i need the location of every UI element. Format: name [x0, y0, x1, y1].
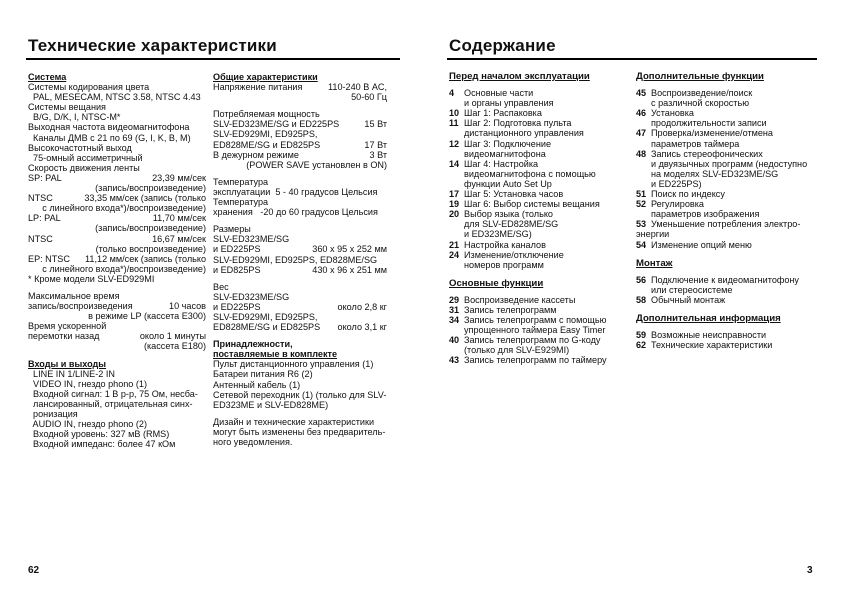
toc-item-line: и двуязычных программ (недоступно: [651, 158, 808, 169]
spec-row: [213, 119, 387, 129]
toc-item-text: [464, 159, 629, 189]
toc-item-text: [651, 128, 818, 148]
spec-row: [213, 92, 387, 102]
toc-item[interactable]: [449, 199, 629, 209]
footnote: * Кроме модели SLV-ED929MI: [28, 273, 155, 284]
toc-item-line: Воспроизведение/поиск: [651, 88, 753, 99]
toc-item[interactable]: [449, 355, 629, 365]
toc-item-line: параметров изображения: [651, 209, 760, 220]
toc-item[interactable]: [449, 139, 629, 159]
toc-item-text: [464, 108, 629, 118]
toc-page-number: 46: [636, 108, 647, 119]
toc-item[interactable]: [636, 128, 818, 148]
text-line: ного уведомления.: [213, 437, 293, 447]
spec-label: EP: NTSC: [28, 253, 70, 264]
toc-item-line: упрощенного таймера Easy Timer: [464, 325, 606, 336]
text-line: PAL, MESECAM, NTSC 3.58, NTSC 4.43: [28, 92, 201, 103]
spec-value: около 1 минуты: [139, 331, 206, 342]
toc-item[interactable]: [449, 335, 629, 355]
toc-item[interactable]: [449, 88, 629, 108]
spec-row: [213, 292, 387, 302]
toc-item-text: [651, 199, 818, 219]
text-line: Входной сигнал: 1 В р-р, 75 Ом, несба-: [28, 388, 198, 399]
toc-item-line: Изменение опций меню: [651, 239, 752, 250]
note-lines: [213, 417, 387, 447]
spec-label: NTSC: [28, 233, 53, 244]
toc-item[interactable]: [449, 159, 629, 189]
accessories-lines: [213, 359, 387, 409]
toc-item-line: Запись стереофонических: [651, 148, 763, 159]
text-line: Скорость движения ленты: [28, 162, 140, 173]
toc-page-number: 24: [449, 249, 460, 260]
toc-item-line: Запись телепрограмм по таймеру: [464, 355, 607, 366]
toc-page-number: 34: [449, 315, 460, 326]
spec-label: и ED825PS: [213, 264, 261, 275]
right-page: [421, 0, 842, 595]
spec-row: [28, 244, 206, 254]
toc-item[interactable]: [636, 340, 818, 350]
toc-item-line: параметров таймера: [651, 138, 740, 149]
spec-row: [213, 255, 387, 265]
spec-value: около 3,1 кг: [337, 322, 387, 333]
consumption-rows: [213, 109, 387, 170]
text-line: 75-омный ассиметричный: [28, 152, 143, 163]
system-lines: [28, 82, 206, 173]
text-line: AUDIO IN, гнездо phono (2): [28, 419, 148, 430]
temperature-lines: [213, 177, 387, 217]
spec-value: 110-240 В AC,: [328, 82, 387, 93]
spec-label: Вес: [213, 281, 229, 292]
toc-section-heading[interactable]: Основные функции: [449, 277, 544, 289]
text-line: эксплуатации 5 - 40 градусов Цельсия: [213, 186, 378, 197]
accessories-heading-1: Принадлежности,: [213, 339, 293, 350]
spec-row: [28, 213, 206, 223]
accessories-heading-2: поставляемые в комплекте: [213, 349, 338, 360]
text-line: лансированный, отрицательная синх-: [28, 398, 193, 409]
text-line: Пульт дистанционного управления (1): [213, 359, 374, 370]
spec-row: [213, 129, 387, 139]
text-line: LINE IN 1/LINE-2 IN: [28, 368, 115, 379]
toc-item-line: продолжительности записи: [651, 118, 767, 129]
toc-item[interactable]: [449, 315, 629, 335]
spec-label: Потребляемая мощность: [213, 109, 320, 120]
time-rows: [28, 291, 206, 352]
spec-row: [28, 301, 206, 311]
specs-column-1: [28, 72, 206, 449]
toc-item-text: [464, 315, 629, 335]
spec-label: LP: PAL: [28, 213, 61, 224]
toc-item[interactable]: [636, 189, 818, 199]
spec-value: 11,12 мм/сек (запись (только: [85, 253, 206, 264]
spec-row: [213, 265, 387, 275]
toc-item-line: Основные части: [464, 88, 534, 99]
spec-label: NTSC: [28, 193, 53, 204]
specs-column-2: [213, 72, 387, 447]
toc-item[interactable]: [636, 330, 818, 340]
toc-page-number: 21: [449, 239, 460, 250]
spec-label: Время ускоренной: [28, 321, 107, 332]
toc-item[interactable]: [636, 219, 818, 229]
toc-item-line: Шаг 2: Подготовка пульта: [464, 118, 572, 129]
toc-page-number: 40: [449, 335, 460, 346]
toc-item[interactable]: [636, 295, 818, 305]
toc-item-line: Шаг 4: Настройка: [464, 158, 539, 169]
spec-value: 17 Вт: [364, 139, 387, 150]
toc-item-line: Настройка каналов: [464, 239, 546, 250]
toc-page-number: 54: [636, 239, 647, 250]
toc-section-heading[interactable]: Перед началом эксплуатации: [449, 71, 590, 82]
text-line: Антенный кабель (1): [213, 379, 301, 390]
spec-row: [213, 160, 387, 170]
toc-item[interactable]: [449, 295, 629, 305]
spec-value: в режиме LP (кассета E300): [88, 311, 206, 322]
spec-value: (кассета E180): [143, 341, 206, 352]
spec-label: ED828ME/SG и ED825PS: [213, 139, 321, 150]
spec-row: [28, 193, 206, 203]
toc-page-number: 14: [449, 158, 460, 169]
spec-value: 10 часов: [169, 301, 206, 312]
spec-row: [213, 140, 387, 150]
toc-page-number: 19: [449, 199, 460, 210]
toc-page-number: 17: [449, 189, 460, 200]
toc-item-line: или стереосистеме: [651, 284, 733, 295]
text-line: хранения -20 до 60 градусов Цельсия: [213, 207, 378, 218]
spec-label: SLV-ED929MI, ED925PS,: [213, 129, 318, 140]
text-line: B/G, D/K, I, NTSC-M*: [28, 112, 121, 123]
toc-item-line: Шаг 3: Подключение: [464, 138, 552, 149]
toc-item-line: Уменьшение потребления электро-: [651, 219, 801, 230]
toc-item[interactable]: [449, 240, 629, 250]
toc-item[interactable]: [449, 118, 629, 138]
page-number-left: 62: [28, 565, 40, 576]
toc-item-line: и органы управления: [464, 98, 554, 109]
spec-row: [213, 224, 387, 234]
spec-value: 11,70 мм/сек: [152, 213, 206, 224]
spec-row: [213, 312, 387, 322]
toc-item[interactable]: [449, 189, 629, 199]
spec-label: SLV-ED323ME/SG и ED225PS: [213, 119, 340, 130]
spec-row: [28, 234, 206, 244]
spec-label: Напряжение питания: [213, 82, 303, 93]
spec-row: [213, 282, 387, 292]
toc-item-text: [651, 295, 818, 305]
toc-page-number: 45: [636, 88, 647, 99]
text-line: могут быть изменены без предваритель-: [213, 426, 386, 437]
toc-item[interactable]: [636, 149, 818, 189]
toc-item-line: Возможные неисправности: [651, 330, 767, 341]
toc-item-line: видеомагнитофона с помощью: [464, 168, 596, 179]
spec-row: [213, 244, 387, 254]
text-line: Сетевой переходник (1) (только для SLV-: [213, 389, 387, 400]
spec-value: (запись/воспроизведение): [95, 183, 206, 194]
spec-value: 23,39 мм/сек: [152, 172, 206, 183]
toc-item-line: Технические характеристики: [651, 340, 773, 351]
spec-label: и ED225PS: [213, 244, 261, 255]
weight-rows: [213, 282, 387, 332]
toc-page-number: 56: [636, 274, 647, 285]
spec-value: 360 x 95 x 252 мм: [312, 244, 387, 255]
spec-label: SLV-ED323ME/SG: [213, 234, 290, 245]
page-title-contents: Содержание: [449, 36, 556, 55]
toc-item[interactable]: [636, 88, 818, 108]
toc-item-line: Поиск по индексу: [651, 189, 725, 200]
toc-page-number: 62: [636, 340, 647, 351]
toc-item-line: Запись телепрограмм с помощью: [464, 315, 607, 326]
toc-column-2: [636, 72, 818, 350]
toc-item-line: видеомагнитофона: [464, 148, 546, 159]
spec-row: [28, 183, 206, 193]
toc-item-line: Обычный монтаж: [651, 294, 726, 305]
spec-label: и ED225PS: [213, 301, 261, 312]
toc-item-text: [464, 199, 629, 209]
text-line: Дизайн и технические характеристики: [213, 416, 375, 427]
general-heading: Общие характеристики: [213, 72, 318, 82]
spec-row: [28, 321, 206, 331]
toc-item-line: Проверка/изменение/отмена: [651, 128, 773, 139]
toc-page-number: 4: [449, 88, 455, 99]
spec-row: [213, 82, 387, 92]
toc-item[interactable]: [449, 250, 629, 270]
size-rows: [213, 224, 387, 274]
text-line: Температура: [213, 176, 269, 187]
text-line: Высокочастотный выход: [28, 142, 132, 153]
toc-item-text: [651, 88, 818, 108]
speed-rows: [28, 173, 206, 274]
spec-row: [213, 234, 387, 244]
toc-page-number: 59: [636, 330, 647, 341]
spec-row: [28, 311, 206, 321]
toc-item-text: [651, 330, 818, 340]
toc-page-number: 52: [636, 199, 647, 210]
spec-row: [28, 291, 206, 301]
toc-page-number: 53: [636, 219, 647, 230]
toc-page-number: 51: [636, 189, 647, 200]
toc-item-text: [464, 355, 629, 365]
toc-page-number: 43: [449, 355, 460, 366]
toc-section-heading[interactable]: Дополнительная информация: [636, 312, 781, 324]
spec-row: [213, 322, 387, 332]
toc-item-line: Установка: [651, 108, 694, 119]
toc-page-number: 10: [449, 108, 460, 119]
text-line: Входной импеданс: более 47 кОм: [28, 439, 176, 450]
toc-item-text: [464, 139, 629, 159]
toc-item-line: Регулировка: [651, 199, 704, 210]
toc-item-text: [464, 209, 629, 239]
spec-label: запись/воспроизведения: [28, 301, 133, 312]
toc-item-line: для SLV-ED828ME/SG: [464, 219, 559, 230]
spec-value: 50-60 Гц: [351, 92, 387, 103]
toc-page-number: 58: [636, 294, 647, 305]
toc-page-number: 29: [449, 294, 460, 305]
text-line: Батареи питания R6 (2): [213, 369, 313, 380]
toc-item[interactable]: [636, 108, 818, 128]
spec-label: SLV-ED929MI, ED925PS, ED828ME/SG: [213, 254, 378, 265]
text-line: Входной уровень: 327 мВ (RMS): [28, 429, 170, 440]
toc-item-line: Изменение/отключение: [464, 249, 564, 260]
toc-item[interactable]: [636, 240, 818, 250]
spec-row: [28, 254, 206, 264]
toc-item-text: [651, 275, 818, 295]
toc-item-text: [464, 88, 629, 108]
spec-row: [28, 173, 206, 183]
toc-item-text: [464, 335, 629, 355]
text-line: Каналы ДМВ с 21 по 69 (G, I, K, B, M): [28, 132, 191, 143]
spec-value: около 2,8 кг: [337, 301, 387, 312]
io-heading: Входы и выходы: [28, 358, 107, 369]
toc-page-number: 20: [449, 209, 460, 220]
toc-item[interactable]: [636, 199, 818, 219]
spec-row: [28, 223, 206, 233]
toc-section-heading[interactable]: Монтаж: [636, 257, 673, 269]
toc-item-text: [464, 189, 629, 199]
toc-item-text: [651, 189, 818, 199]
toc-item-line: Шаг 5: Установка часов: [464, 189, 564, 200]
toc-item-text: [651, 219, 818, 229]
system-heading: Система: [28, 72, 67, 82]
spec-value: с линейного входа*)/воспроизведение): [42, 203, 206, 214]
toc-item-continuation: энергии: [636, 229, 670, 240]
toc-item-line: и ED323ME/SG): [464, 229, 532, 240]
toc-item-line: дистанционного управления: [464, 128, 584, 139]
spec-label: перемотки назад: [28, 331, 100, 342]
page-title-specs: Технические характеристики: [28, 36, 277, 55]
toc-item-line: Запись телепрограмм: [464, 304, 557, 315]
spec-value: 16,67 мм/сек: [152, 233, 206, 244]
toc-item-text: [464, 118, 629, 138]
toc-item-text: [464, 295, 629, 305]
spec-value: (запись/воспроизведение): [95, 223, 206, 234]
toc-item[interactable]: [449, 305, 629, 315]
toc-item-text: [464, 305, 629, 315]
spec-value: 15 Вт: [364, 119, 387, 130]
toc-item[interactable]: [636, 275, 818, 295]
spec-row: [28, 331, 206, 341]
io-lines: [28, 369, 206, 450]
toc-item[interactable]: [449, 209, 629, 239]
spec-label: SLV-ED323ME/SG: [213, 291, 290, 302]
spec-label: SLV-ED929MI, ED925PS,: [213, 311, 318, 322]
toc-item-text: [651, 340, 818, 350]
toc-item-text: [651, 149, 818, 189]
toc-item-line: Выбор языка (только: [464, 209, 553, 220]
toc-item-line: с различной скоростью: [651, 98, 750, 109]
toc-item-line: Шаг 1: Распаковка: [464, 108, 542, 119]
spec-value: с линейного входа*)/воспроизведение): [42, 263, 206, 274]
toc-item-line: Подключение к видеомагнитофону: [651, 274, 799, 285]
toc-item-line: номеров программ: [464, 259, 544, 270]
spec-value: 430 x 96 x 251 мм: [312, 264, 387, 275]
spec-row: [28, 264, 206, 274]
spec-row: [28, 341, 206, 351]
toc-item-line: (только для SLV-E929MI): [464, 345, 570, 356]
toc-page-number: 31: [449, 304, 460, 315]
toc-page-number: 47: [636, 128, 647, 139]
text-line: ронизация: [28, 409, 78, 419]
text-line: Системы кодирования цвета: [28, 82, 150, 93]
toc-item-text: [651, 240, 818, 250]
spec-label: SP: PAL: [28, 172, 62, 183]
title-rule: [26, 58, 400, 60]
toc-item-text: [464, 250, 629, 270]
spec-value: (POWER SAVE установлен в ON): [246, 159, 387, 170]
toc-item-text: [651, 108, 818, 128]
spec-label: Максимальное время: [28, 290, 120, 301]
text-line: Температура: [213, 197, 269, 208]
power-rows: [213, 82, 387, 102]
spec-value: 3 Вт: [369, 149, 387, 160]
toc-item-line: Шаг 6: Выбор системы вещания: [464, 199, 600, 210]
spec-row: [28, 203, 206, 213]
text-line: VIDEO IN, гнездо phono (1): [28, 378, 148, 389]
spec-row: [213, 302, 387, 312]
toc-page-number: 48: [636, 148, 647, 159]
spec-row: [213, 109, 387, 119]
spec-label: ED828ME/SG и ED825PS: [213, 322, 321, 333]
text-line: Выходная частота видеомагнитофона: [28, 122, 190, 133]
spec-label: В дежурном режиме: [213, 149, 299, 160]
text-line: ED323ME и SLV-ED828ME): [213, 399, 329, 410]
toc-item-line: на моделях SLV-ED323ME/SG: [651, 168, 779, 179]
toc-item[interactable]: [449, 108, 629, 118]
toc-page-number: 12: [449, 138, 460, 149]
text-line: Системы вещания: [28, 102, 106, 113]
spec-value: 33,35 мм/сек (запись (только: [84, 193, 206, 204]
spec-value: (только воспроизведение): [95, 243, 206, 254]
toc-item-line: Запись телепрограмм по G-коду: [464, 335, 601, 346]
toc-page-number: 11: [449, 118, 459, 129]
spec-row: [213, 150, 387, 160]
title-rule: [447, 58, 817, 60]
toc-item-line: и ED225PS): [651, 178, 702, 189]
toc-item-line: функции Auto Set Up: [464, 178, 552, 189]
toc-item-text: [464, 240, 629, 250]
toc-column-1: [449, 72, 629, 366]
toc-item-line: Воспроизведение кассеты: [464, 294, 576, 305]
spec-label: Размеры: [213, 224, 251, 235]
toc-section-heading[interactable]: Дополнительные функции: [636, 71, 764, 82]
page-number-right: 3: [807, 565, 813, 576]
